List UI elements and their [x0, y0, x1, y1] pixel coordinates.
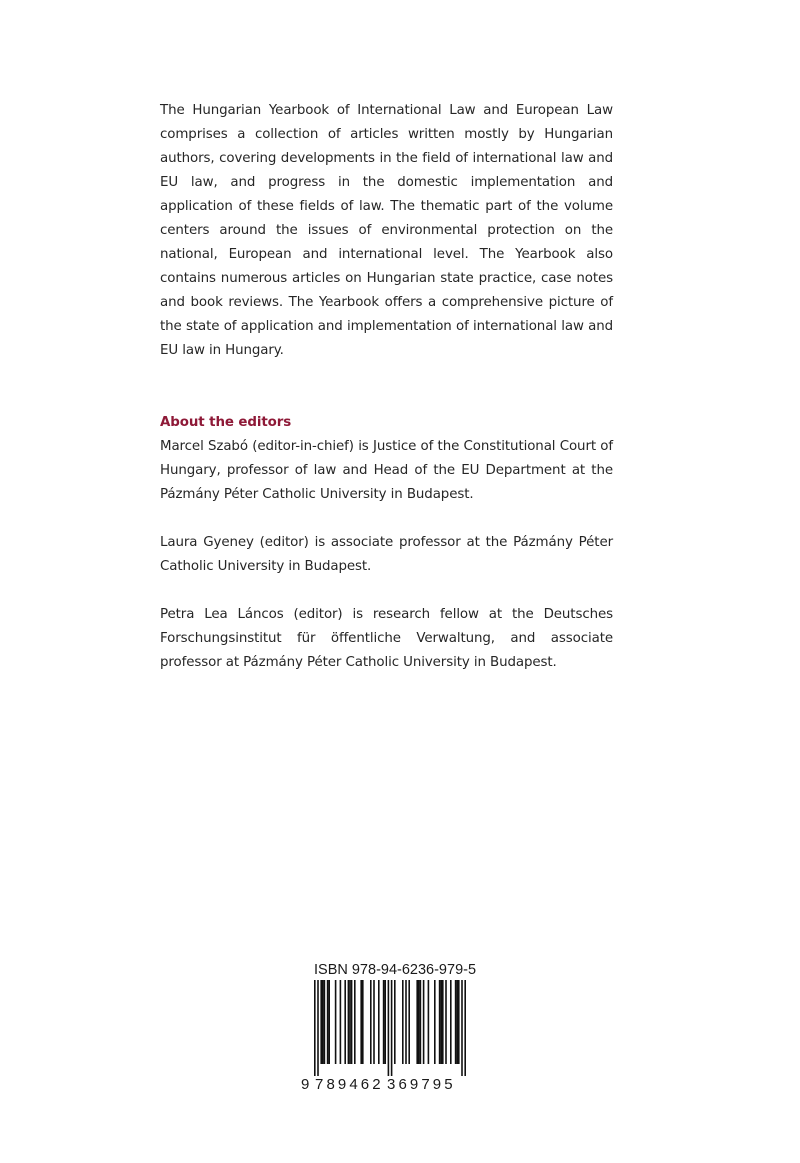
barcode-bar	[461, 980, 463, 1076]
barcode-bar	[428, 980, 430, 1064]
editor-bio-gyeney: Laura Gyeney (editor) is associate professor at the Pázmány Péter Catholic University in Budapest.	[160, 535, 613, 574]
barcode-bar	[314, 980, 316, 1076]
barcode-bar	[370, 980, 372, 1064]
barcode-bar	[423, 980, 425, 1064]
barcode-bar	[384, 980, 386, 1064]
barcode-first-digit: 9	[301, 1076, 310, 1093]
barcode-bar	[456, 980, 458, 1064]
barcode-bar	[442, 980, 444, 1064]
section-heading: About the editors	[160, 415, 292, 430]
barcode-bar	[434, 980, 436, 1064]
barcode-bar	[349, 980, 351, 1064]
about-editors-section	[160, 411, 613, 675]
barcode-bar	[405, 980, 407, 1064]
barcode-bar	[416, 980, 418, 1064]
barcode-bar	[340, 980, 342, 1064]
barcode-bar	[378, 980, 380, 1064]
barcode-bar	[402, 980, 404, 1064]
barcode-bar	[458, 980, 460, 1064]
isbn-barcode	[298, 960, 488, 1100]
barcode-bar	[362, 980, 364, 1064]
barcode-bar	[324, 980, 326, 1064]
barcode-bars	[314, 980, 466, 1076]
barcode-graphic	[298, 978, 488, 1098]
barcode-bar	[464, 980, 466, 1076]
isbn-label: ISBN 978-94-6236-979-5	[314, 962, 477, 978]
barcode-bar	[408, 980, 410, 1064]
barcode-bar	[328, 980, 330, 1064]
editor-bio-lancos: Petra Lea Láncos (editor) is research fellow at the Deutsches Forschungsinstitut für öffentliche Verwaltung, and associate professor at Pázmány Péter Catholic University in Budapest.	[160, 607, 613, 670]
barcode-bar	[320, 980, 322, 1064]
barcode-bar	[394, 980, 396, 1064]
barcode-bar	[391, 980, 393, 1076]
barcode-bar	[317, 980, 319, 1076]
barcode-bar	[450, 980, 452, 1064]
barcode-bar	[344, 980, 346, 1064]
barcode-bar	[360, 980, 362, 1064]
barcode-bar	[383, 980, 385, 1064]
barcode-bar	[445, 980, 447, 1064]
barcode-bar	[440, 980, 442, 1064]
barcode-bar	[322, 980, 324, 1064]
barcode-bar	[418, 980, 420, 1064]
barcode-bar	[455, 980, 457, 1064]
book-description	[160, 99, 613, 363]
barcode-bar	[327, 980, 329, 1064]
text-column	[160, 99, 613, 699]
barcode-bar	[348, 980, 350, 1064]
editor-bio-szabo: Marcel Szabó (editor-in-chief) is Justice of the Constitutional Court of Hungary, professor of law and Head of the EU Department at the Pázmány Péter Catholic University in Budapest.	[160, 439, 613, 502]
barcode-right-digits: 369795	[387, 1076, 456, 1093]
barcode-bar	[420, 980, 422, 1064]
barcode-bar	[351, 980, 353, 1064]
barcode-left-digits: 789462	[315, 1076, 384, 1093]
description-paragraph: The Hungarian Yearbook of International Law and European Law comprises a collection of articles written mostly by Hungarian authors, covering developments in the field of international law and EU law, and progress in the domestic implementation and application of these fields of law. The thematic part of the volume centers around the issues of environmental protection on the national, European and international level. The Yearbook also contains numerous articles on Hungarian state practice, case notes and book reviews. The Yearbook offers a comprehensive picture of the state of application and implementation of international law and EU law in Hungary.	[160, 103, 613, 358]
barcode-bar	[388, 980, 390, 1076]
barcode-bar	[373, 980, 375, 1064]
barcode-bar	[335, 980, 337, 1064]
barcode-bar	[439, 980, 441, 1064]
barcode-bar	[354, 980, 356, 1064]
